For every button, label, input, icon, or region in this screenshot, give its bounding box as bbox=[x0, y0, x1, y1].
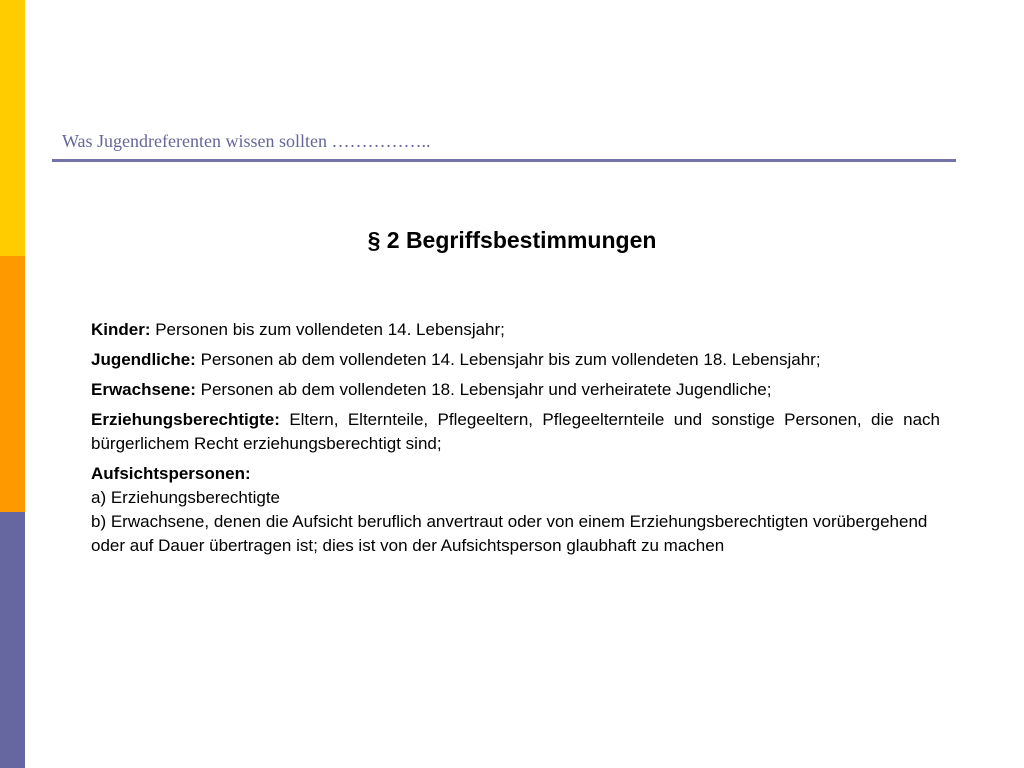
supervisor-line-a: a) Erziehungsberechtigte bbox=[91, 488, 281, 507]
sidebar-bar-purple bbox=[0, 512, 25, 768]
definition-term: Erwachsene: bbox=[91, 380, 196, 399]
supervisor-line-b: b) Erwachsene, denen die Aufsicht beruflich anvertraut oder von einem Erziehungsberechtigten vorübergehend oder auf Dauer übertragen ist; dies ist von der Aufsichtsperson glaubhaft zu machen bbox=[91, 512, 928, 555]
sidebar-bar-orange bbox=[0, 256, 25, 512]
definition-erziehungsberechtigte bbox=[91, 408, 940, 456]
definition-text: Personen ab dem vollendeten 18. Lebensjahr und verheiratete Jugendliche; bbox=[195, 380, 772, 399]
definition-text: Personen bis zum vollendeten 14. Lebensjahr; bbox=[150, 320, 505, 339]
definition-text: Eltern, Elternteile, Pflegeeltern, Pflegeelternteile und sonstige Personen, die nach bürgerlichem Recht erziehungsberechtigt sind; bbox=[91, 410, 940, 453]
sidebar-bar-yellow bbox=[0, 0, 25, 256]
definition-erwachsene bbox=[91, 378, 940, 402]
definition-term: Jugendliche: bbox=[91, 350, 196, 369]
header-divider bbox=[52, 159, 956, 162]
definitions-list bbox=[91, 318, 940, 564]
definition-text: Personen ab dem vollendeten 14. Lebensjahr bis zum vollendeten 18. Lebensjahr; bbox=[195, 350, 821, 369]
page-title: § 2 Begriffsbestimmungen bbox=[367, 227, 657, 253]
definition-aufsichtspersonen bbox=[91, 462, 940, 558]
definition-kinder bbox=[91, 318, 940, 342]
definition-term: Kinder: bbox=[91, 320, 151, 339]
definition-term: Aufsichtspersonen: bbox=[91, 464, 251, 483]
definition-jugendliche bbox=[91, 348, 940, 372]
header-text: Was Jugendreferenten wissen sollten …………….. bbox=[62, 131, 431, 151]
definition-term: Erziehungsberechtigte: bbox=[91, 410, 280, 429]
